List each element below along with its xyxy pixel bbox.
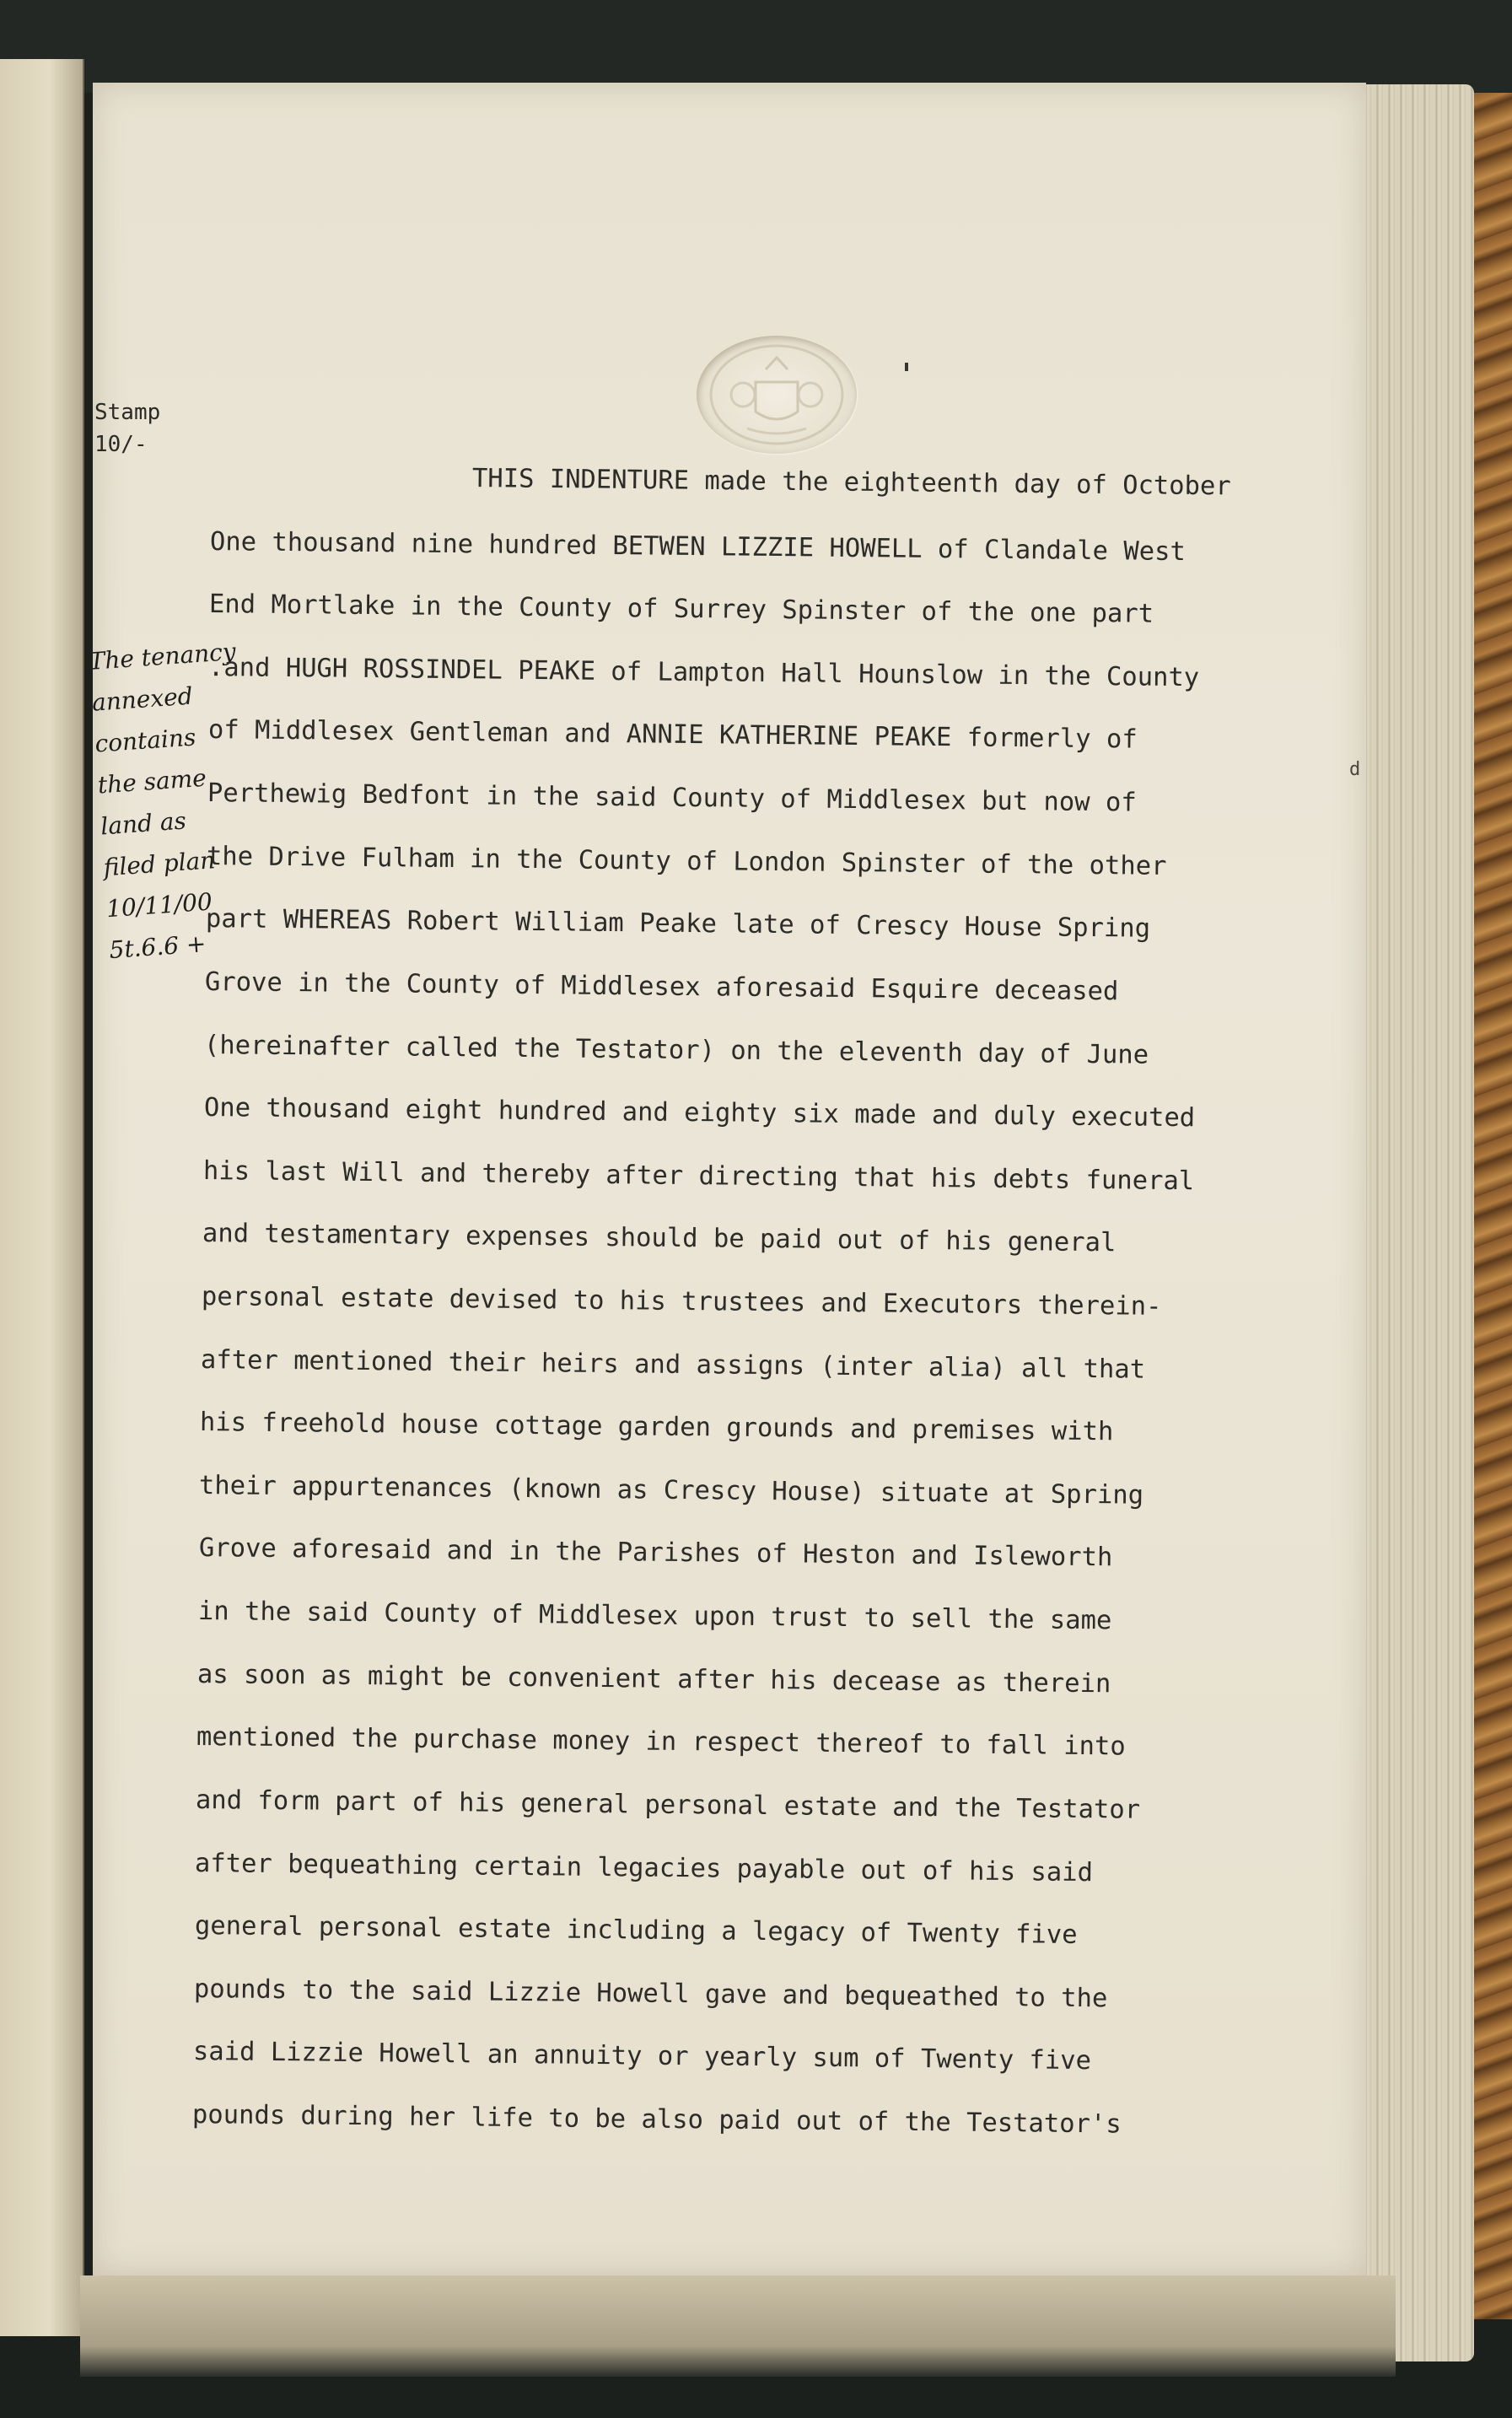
margin-note-line: 5t.6.6 + [108,929,207,965]
margin-note-line: land as [100,806,187,841]
text-line: after mentioned their heirs and assigns (inter alia) all that [200,1344,1146,1385]
text-line: Grove in the County of Middlesex aforesaid Esquire deceased [205,967,1119,1007]
stamp-value: 10/- [94,432,148,457]
margin-note-line: filed plan [102,846,217,882]
page-bottom-edge [80,2275,1396,2377]
margin-note-line: annexed [90,681,194,717]
text-line: general personal estate including a legacy of Twenty five [194,1911,1078,1951]
text-line: after bequeathing certain legacies payable out of his said [195,1848,1094,1888]
text-line: personal estate devised to his trustees and Executors therein- [201,1282,1162,1322]
text-line: in the said County of Middlesex upon trust to sell the same [197,1597,1112,1636]
text-line: mentioned the purchase money in respect thereof to fall into [196,1722,1126,1762]
text-line: his last Will and thereby after directing that his debts funeral [202,1155,1195,1197]
text-line: One thousand nine hundred BETWEN LIZZIE HOWELL of Clandale West [209,526,1186,567]
text-line: and form part of his general personal estate and the Testator [196,1785,1141,1825]
text-line: (hereinafter called the Testator) on the eleventh day of June [204,1030,1149,1070]
margin-note-line: The tenancy [88,637,237,676]
text-line: as soon as might be convenient after his decease as therein [196,1659,1111,1699]
text-line: the Drive Fulham in the County of London Spinster of the other [206,841,1167,881]
text-line: said Lizzie Howell an annuity or yearly sum of Twenty five [192,2037,1091,2076]
page-stack-edge [1348,84,1474,2361]
text-line: pounds to the said Lizzie Howell gave and bequeathed to the [193,1974,1108,2014]
text-line: End Mortlake in the County of Surrey Spinster of the one part [209,590,1154,629]
margin-note-line: the same [96,763,207,800]
margin-note-line: 10/11/00 [105,887,213,924]
text-line: part WHEREAS Robert William Peake late of Crescy House Spring [205,904,1151,945]
text-line: Grove aforesaid and in the Parishes of Heston and Isleworth [198,1533,1113,1573]
margin-note-line: contains [94,723,197,758]
marbled-edge [1472,93,1512,2319]
text-line: Perthewig Bedfont in the said County of Middlesex but now of [207,778,1137,818]
text-line: their appurtenances (known as Crescy House) situate at Spring [199,1470,1144,1511]
stray-mark: d [1349,759,1361,780]
text-line: .and HUGH ROSSINDEL PEAKE of Lampton Hall Hounslow in the County [208,652,1200,693]
text-line: THIS INDENTURE made the eighteenth day of October [471,464,1231,502]
text-line: and testamentary expenses should be paid out of his general [202,1219,1117,1258]
text-line: his freehold house cottage garden grounds and premises with [200,1408,1114,1447]
text-line: One thousand eight hundred and eighty six made and duly executed [203,1093,1195,1134]
text-line: of Middlesex Gentleman and ANNIE KATHERINE PEAKE formerly of [207,715,1138,755]
stamp-label: Stamp [94,400,161,425]
text-line: pounds during her life to be also paid out of the Testator's [191,2100,1122,2140]
